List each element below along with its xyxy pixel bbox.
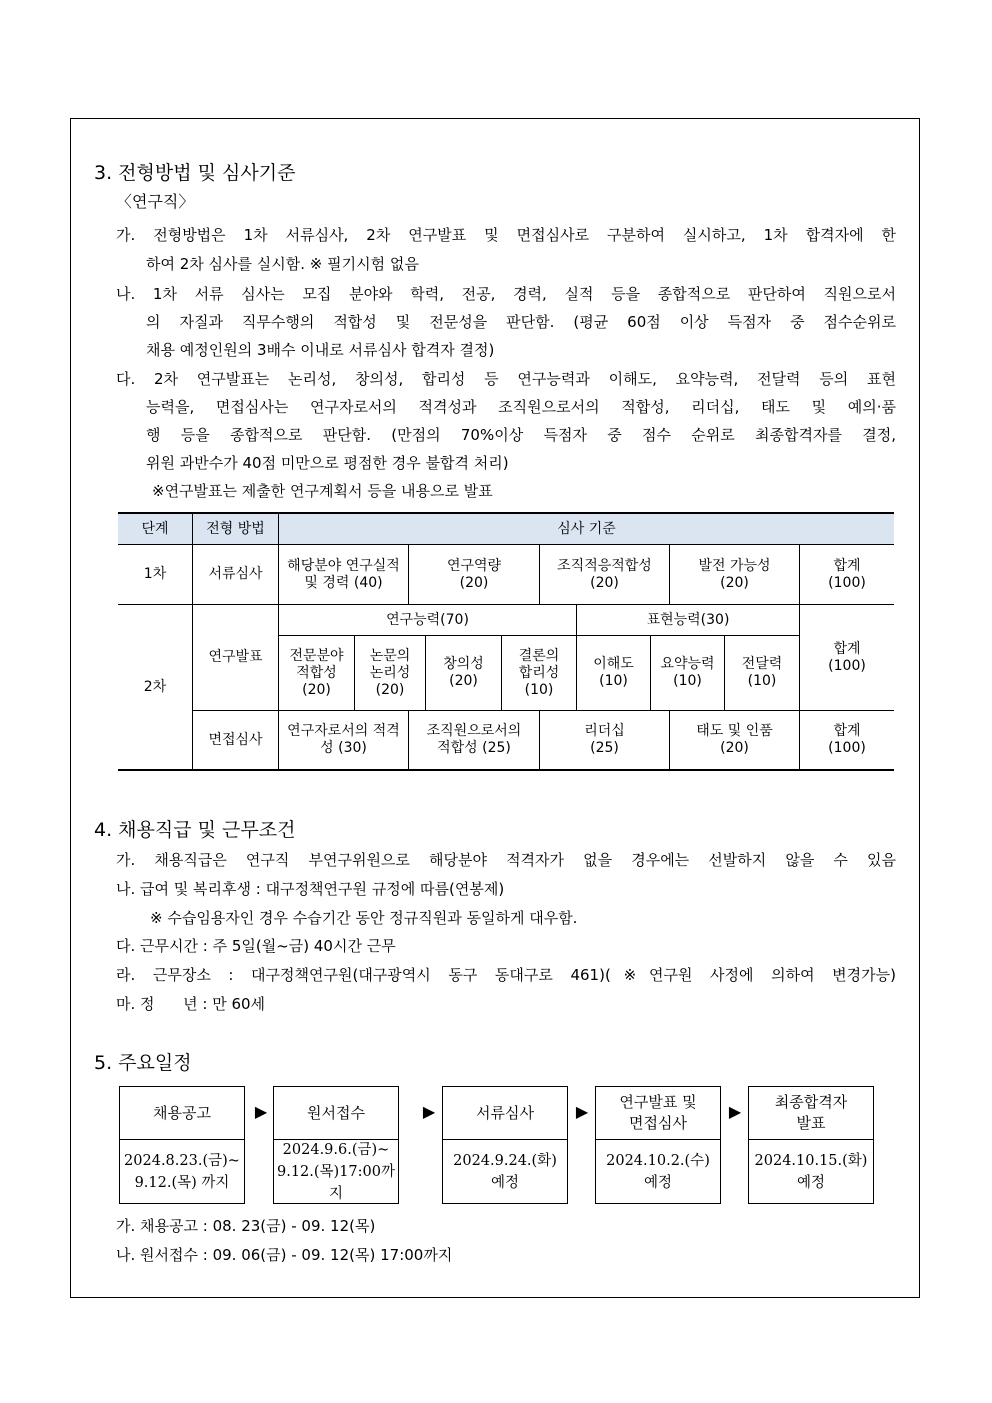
step-date [596, 1140, 720, 1204]
step-date-line2: 9.12.(목)17:00까지 [276, 1164, 395, 1202]
step-date [274, 1140, 398, 1204]
row2-p6: 요약능력 (10) [651, 636, 725, 711]
row2-method-present: 연구발표 [193, 605, 279, 711]
section3-na-line1: 나. 1차 서류 심사는 모집 분야와 학력, 전공, 경력, 실적 등을 종합적으로 판단하여 직원으로서 [116, 285, 896, 303]
step-date-line2: 9.12.(목) 까지 [134, 1175, 230, 1191]
row1-total: 합계 (100) [800, 545, 894, 605]
step-date [120, 1140, 244, 1204]
step-title-line2: 면접심사 [629, 1114, 687, 1132]
step-title: 채용공고 [120, 1087, 244, 1140]
section4-na-note: ※ 수습임용자인 경우 수습기간 동안 정규직원과 동일하게 대우함. [150, 909, 578, 927]
row2-group-research: 연구능력(70) [279, 605, 577, 636]
row2-p5: 이해도 (10) [577, 636, 651, 711]
section5-title: 5. 주요일정 [94, 1052, 192, 1074]
step-date-line1: 2024.8.23.(금)~ [124, 1153, 240, 1169]
section3-ga-line2: 하여 2차 심사를 실시함. ※ 필기시험 없음 [146, 255, 419, 273]
row2-i4: 태도 및 인품 (20) [670, 711, 800, 771]
schedule-step-final-announcement [748, 1086, 874, 1204]
step-date-line1: 2024.10.15.(화) [754, 1153, 868, 1169]
row2-group-expression: 표현능력(30) [577, 605, 800, 636]
row1-criteria-2: 연구역량 (20) [409, 545, 540, 605]
section4-title: 4. 채용직급 및 근무조건 [94, 819, 296, 841]
row1-criteria-4: 발전 가능성 (20) [670, 545, 800, 605]
arrow-icon: ▶ [422, 1102, 436, 1121]
row1-method: 서류심사 [193, 545, 279, 605]
step-title-line2: 발표 [796, 1114, 826, 1132]
arrow-icon: ▶ [728, 1102, 742, 1121]
step-title-line1: 연구발표 및 [619, 1093, 697, 1111]
section3-na-line3: 채용 예정인원의 3배수 이내로 서류심사 합격자 결정) [146, 341, 495, 359]
row2-present-total: 합계 (100) [800, 605, 894, 711]
row2-p3: 창의성 (20) [426, 636, 502, 711]
row2-i3: 리더십 (25) [540, 711, 670, 771]
step-date-line2: 예정 [796, 1175, 825, 1191]
section4-ga: 가. 채용직급은 연구직 부연구위원으로 해당분야 적격자가 없을 경우에는 선발하지 않을 수 있음 [116, 851, 896, 869]
row1-criteria-1: 해당분야 연구실적 및 경력 (40) [279, 545, 409, 605]
section3-subtitle: 〈연구직〉 [116, 192, 195, 211]
schedule-step-application [273, 1086, 399, 1204]
step-date [749, 1140, 873, 1204]
schedule-step-document-review [442, 1086, 568, 1204]
step-date-line1: 2024.9.24.(화) [453, 1153, 557, 1169]
header-criteria: 심사 기준 [279, 512, 894, 545]
row2-p7: 전달력 (10) [725, 636, 800, 711]
step-date-line1: 2024.10.2.(수) [606, 1153, 710, 1169]
section3-da-line2: 능력을, 면접심사는 연구자로서의 적격성과 조직원으로서의 적합성, 리더십, 태도 및 예의·품 [146, 398, 896, 416]
row2-i1: 연구자로서의 적격성 (30) [279, 711, 409, 771]
section5-na: 나. 원서접수 : 09. 06(금) - 09. 12(목) 17:00까지 [116, 1246, 453, 1264]
section4-da: 다. 근무시간 : 주 5일(월~금) 40시간 근무 [116, 937, 396, 955]
section3-da-line4: 위원 과반수가 40점 미만으로 평점한 경우 불합격 처리) [146, 454, 509, 472]
step-date-line1: 2024.9.6.(금)~ [282, 1142, 390, 1158]
section3-da-line3: 행 등을 종합적으로 판단함. (만점의 70%이상 득점자 중 점수 순위로 최종합격자를 결정, [146, 426, 896, 444]
row2-i2: 조직원으로서의 적합성 (25) [409, 711, 540, 771]
row2-p1: 전문분야 적합성 (20) [279, 636, 355, 711]
section3-na-line2: 의 자질과 직무수행의 적합성 및 전문성을 판단함. (평균 60점 이상 득점자 중 점수순위로 [146, 313, 896, 331]
row2-interview-total: 합계 (100) [800, 711, 894, 771]
section4-na: 나. 급여 및 복리후생 : 대구정책연구원 규정에 따름(연봉제) [116, 880, 505, 898]
schedule-step-announcement [119, 1086, 245, 1204]
section4-ra: 라. 근무장소 : 대구정책연구원(대구광역시 동구 동대구로 461)(※연구원 사정에 의하여 변경가능) [116, 966, 896, 984]
row1-stage: 1차 [118, 545, 193, 605]
step-title-line1: 최종합격자 [774, 1093, 848, 1111]
section5-ga: 가. 채용공고 : 08. 23(금) - 09. 12(목) [116, 1217, 376, 1235]
schedule-step-presentation-interview [595, 1086, 721, 1204]
row2-p2: 논문의 논리성 (20) [355, 636, 426, 711]
section4-ma: 마. 정 년 : 만 60세 [116, 995, 266, 1013]
section3-ga-line1: 가. 전형방법은 1차 서류심사, 2차 연구발표 및 면접심사로 구분하여 실시하고, 1차 합격자에 한 [116, 226, 896, 244]
arrow-icon: ▶ [254, 1102, 268, 1121]
step-title [749, 1087, 873, 1140]
step-title: 서류심사 [443, 1087, 567, 1140]
row1-criteria-3: 조직적응적합성 (20) [540, 545, 670, 605]
row2-p4: 결론의 합리성 (10) [502, 636, 577, 711]
row2-stage: 2차 [118, 605, 193, 771]
row2-method-interview: 면접심사 [193, 711, 279, 771]
arrow-icon: ▶ [575, 1102, 589, 1121]
step-date-line2: 예정 [490, 1175, 519, 1191]
step-date-line2: 예정 [643, 1175, 672, 1191]
step-title: 원서접수 [274, 1087, 398, 1140]
header-stage: 단계 [118, 512, 193, 545]
step-date [443, 1140, 567, 1204]
header-method: 전형 방법 [193, 512, 279, 545]
section3-da-line1: 다. 2차 연구발표는 논리성, 창의성, 합리성 등 연구능력과 이해도, 요약능력, 전달력 등의 표현 [116, 370, 896, 388]
section3-title: 3. 전형방법 및 심사기준 [94, 162, 296, 184]
section3-note: ※연구발표는 제출한 연구계획서 등을 내용으로 발표 [152, 482, 493, 500]
step-title [596, 1087, 720, 1140]
